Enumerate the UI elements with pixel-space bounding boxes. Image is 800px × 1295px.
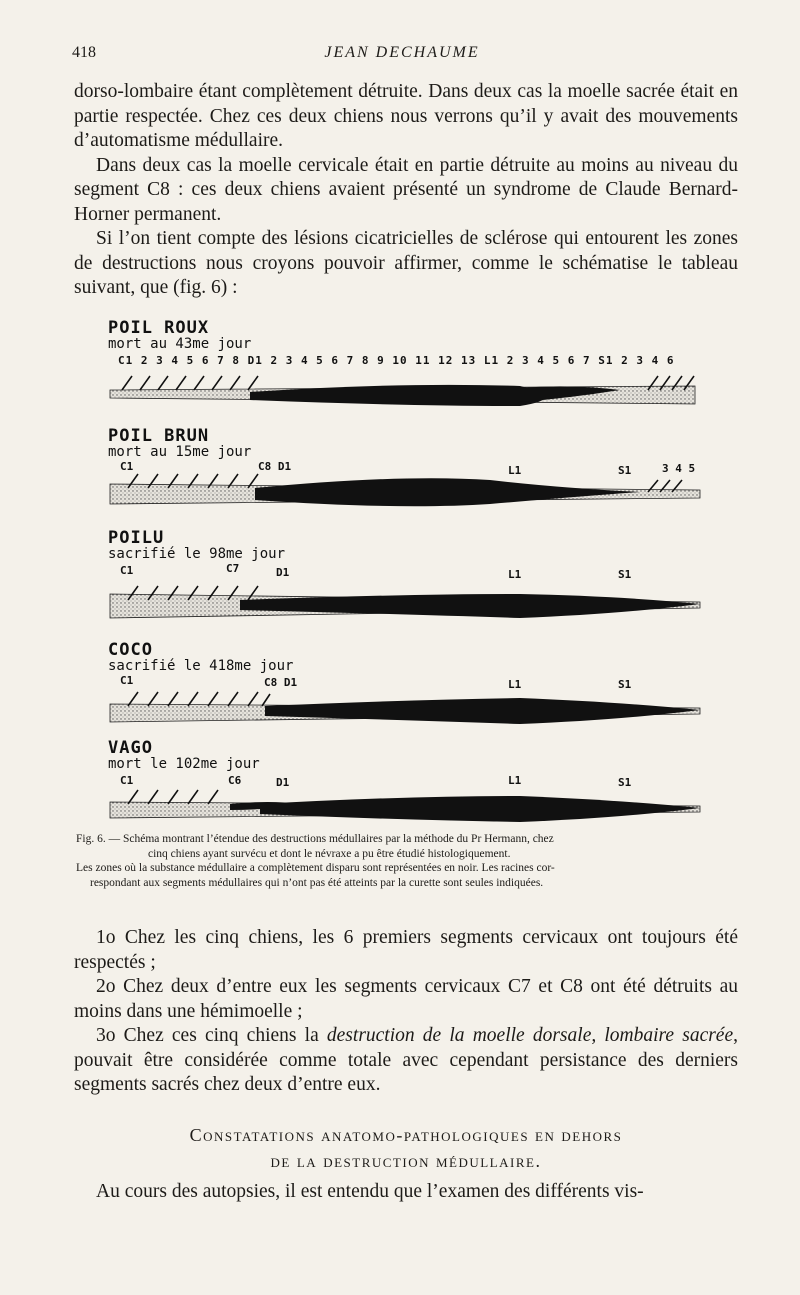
- segment-label: L1: [508, 678, 522, 691]
- paragraph: Si l’on tient compte des lésions cicatricielles de sclérose qui entourent les zones de destructions nous croyons pouvoir affirmer, comme le schématise le tableau suivant, que (fig. 6) :: [74, 228, 738, 298]
- dog-name-coco: COCO: [108, 640, 153, 660]
- numbered-conclusions: [74, 926, 738, 1098]
- destroyed-zone: [260, 796, 700, 822]
- caption-line: respondant aux segments médullaires qui n’ont pas été atteints par la curette sont seules indiquées.: [90, 876, 544, 889]
- figure-caption: [76, 832, 756, 890]
- destroyed-zone: [265, 698, 700, 724]
- segment-label: C6: [228, 774, 242, 787]
- paragraph: dorso-lombaire étant complètement détruite. Dans deux cas la moelle sacrée était en partie respectée. Chez ces deux chiens nous verrons qu’il y avait des mouvements d’automatisme médullaire.: [74, 81, 738, 151]
- dog-name-poilu: POILU: [108, 528, 165, 548]
- body-text-top: [74, 80, 738, 301]
- segment-label: C1: [120, 460, 134, 473]
- segment-label: 3 4 5: [662, 462, 696, 475]
- figure-6: [100, 318, 720, 838]
- segment-label: L1: [508, 774, 522, 787]
- caption-line: Les zones où la substance médullaire a complètement disparu sont représentées en noir. Les racines cor-: [76, 862, 555, 874]
- conclusion-item: [74, 1024, 738, 1098]
- segment-label: L1: [508, 568, 522, 581]
- segment-label: C1: [120, 774, 134, 787]
- cord-poil-brun: [110, 474, 700, 506]
- paragraph: Au cours des autopsies, il est entendu que l’examen des différents vis-: [96, 1181, 644, 1202]
- dog-note: mort au 15me jour: [108, 444, 252, 460]
- conclusion-item: 1o Chez les cinq chiens, les 6 premiers segments cervicaux ont toujours été respectés ;: [74, 927, 738, 973]
- cord-poil-roux: [110, 376, 695, 406]
- segment-label: C8 D1: [264, 676, 298, 689]
- caption-line: Fig. 6. — Schéma montrant l’étendue des destructions médullaires par la méthode du Pr Hermann, chez: [76, 833, 554, 845]
- caption-line: cinq chiens ayant survécu et dont le névraxe a pu être étudié histologiquement.: [148, 847, 511, 860]
- running-title: JEAN DECHAUME: [324, 44, 480, 61]
- dog-note: sacrifié le 418me jour: [108, 658, 294, 674]
- section-heading-line: de la destruction médullaire.: [270, 1151, 542, 1171]
- page-header: [72, 44, 732, 68]
- destroyed-zone: [250, 385, 545, 406]
- segment-label: D1: [276, 566, 290, 579]
- segment-label: C8 D1: [258, 460, 292, 473]
- segment-labels: C1 2 3 4 5 6 7 8 D1 2 3 4 5 6 7 8 9 10 11 12 13 L1 2 3 4 5 6 7 S1 2 3 4 6: [118, 354, 675, 367]
- segment-label: C7: [226, 562, 240, 575]
- dog-note: mort au 43me jour: [108, 336, 252, 352]
- dog-name-vago: VAGO: [108, 738, 153, 758]
- section-heading: [74, 1122, 738, 1174]
- cord-vago: [110, 790, 700, 822]
- segment-label: C1: [120, 674, 134, 687]
- segment-label: S1: [618, 568, 632, 581]
- segment-label: S1: [618, 678, 632, 691]
- item-prefix: 3o Chez ces cinq chiens la: [96, 1025, 327, 1046]
- segment-label: S1: [618, 464, 632, 477]
- conclusion-item: 2o Chez deux d’entre eux les segments cervicaux C7 et C8 ont été détruits au moins dans une hémimoelle ;: [74, 976, 738, 1022]
- page-number: 418: [72, 44, 96, 61]
- dog-note: mort le 102me jour: [108, 756, 260, 772]
- item-suffix: , pouvait être considérée comme totale avec cependant persistance des derniers segments sacrés chez deux d’entre eux.: [74, 1025, 738, 1095]
- segment-label: S1: [618, 776, 632, 789]
- segment-label: L1: [508, 464, 522, 477]
- destroyed-zone: [255, 478, 640, 506]
- item-emphasis: destruction de la moelle dorsale, lombaire sacrée: [326, 1025, 734, 1046]
- segment-label: C1: [120, 564, 134, 577]
- nerve-roots: [128, 692, 270, 706]
- dog-note: sacrifié le 98me jour: [108, 546, 286, 562]
- section-heading-line: Constatations anatomo-pathologiques en dehors: [189, 1125, 623, 1145]
- paragraph: Dans deux cas la moelle cervicale était en partie détruite au moins au niveau du segment C8 : ces deux chiens avaient présenté un syndrome de Claude Bernard-Horner permanent.: [74, 154, 738, 225]
- cord-coco: [110, 692, 700, 724]
- segment-label: D1: [276, 776, 290, 789]
- dog-name-poil-brun: POIL BRUN: [108, 426, 210, 446]
- dog-name-poil-roux: POIL ROUX: [108, 318, 210, 338]
- cord-poilu: [110, 586, 700, 618]
